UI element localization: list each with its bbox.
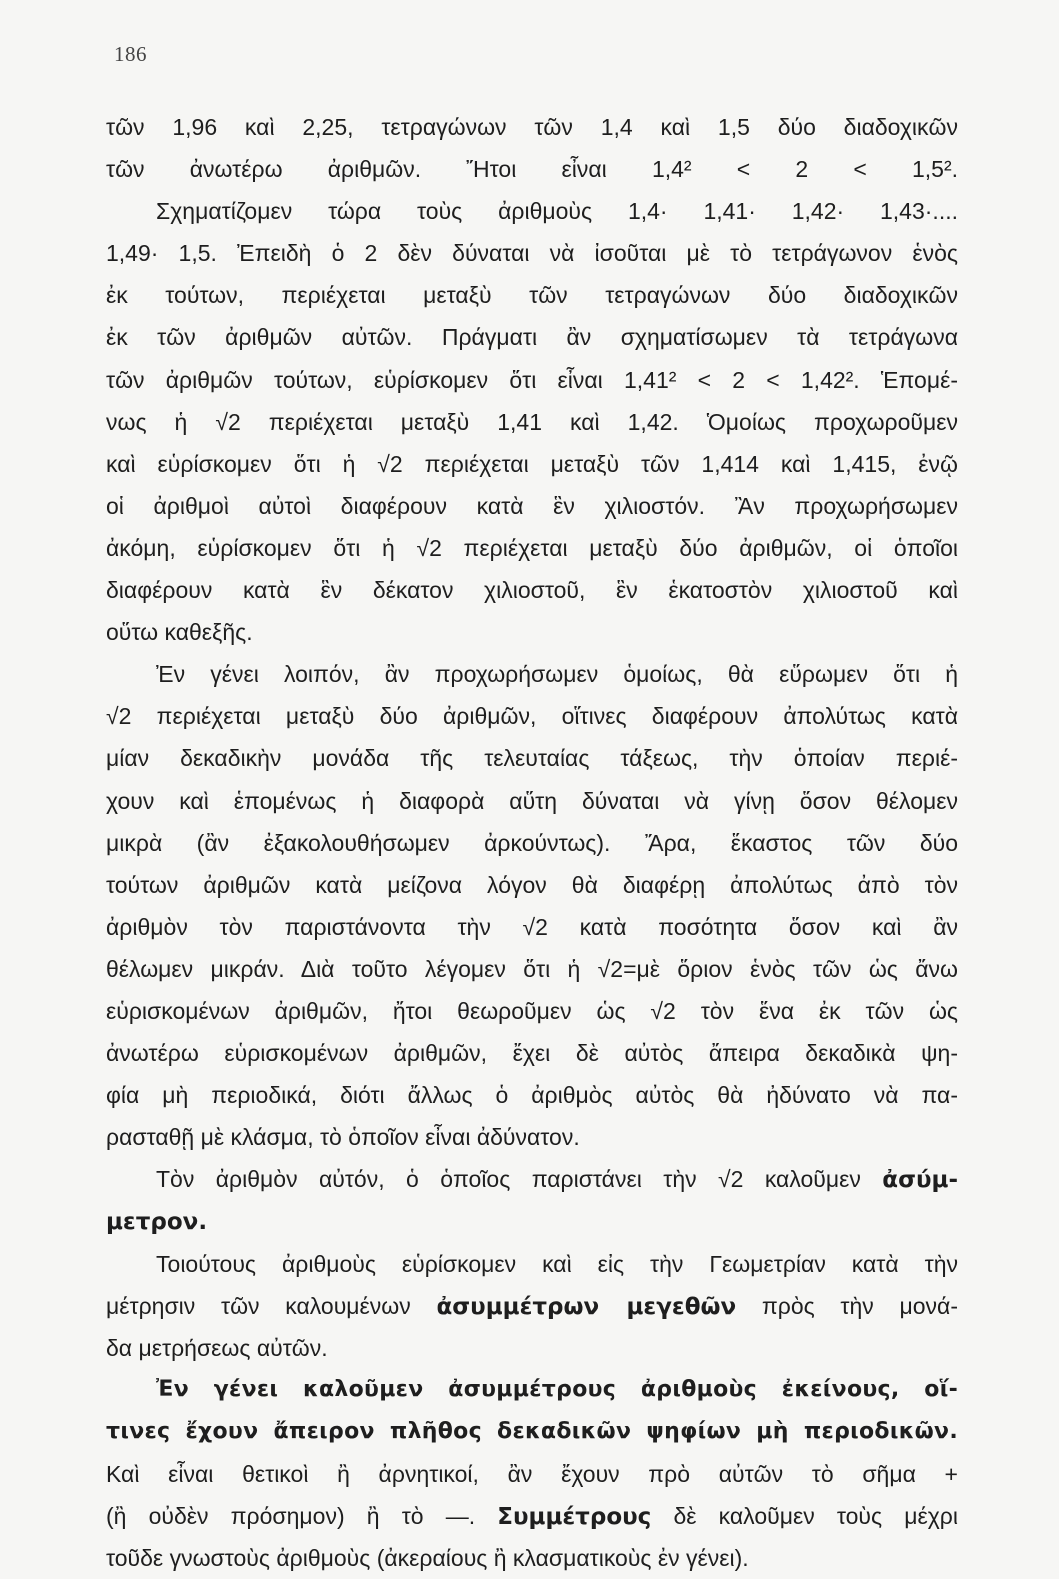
text-line bbox=[106, 653, 958, 695]
bold-term: ἀσύμ- bbox=[882, 1167, 958, 1194]
line-text: Τοιούτους ἀριθμοὺς εὑρίσκομεν καὶ εἰς τὴν Γεωμετρίαν κατὰ τὴν bbox=[156, 1250, 958, 1277]
text-line bbox=[106, 359, 958, 401]
text-line bbox=[106, 1495, 958, 1537]
line-text: √2 περιέχεται μεταξὺ δύο ἀριθμῶν, οἵτινες διαφέρουν ἀπολύτως κατὰ bbox=[106, 703, 958, 730]
bold-term: μετρον. bbox=[106, 1209, 208, 1236]
line-text: τῶν ἀνωτέρω ἀριθμῶν. Ἤτοι εἶναι 1,4² < 2 < 1,5². bbox=[106, 156, 958, 183]
line-text: νως ἡ √2 περιέχεται μεταξὺ 1,41 καὶ 1,42. Ὁμοίως προχωροῦμεν bbox=[106, 408, 958, 435]
text-line bbox=[106, 1074, 958, 1116]
line-text: οἱ ἀριθμοὶ αὐτοὶ διαφέρουν κατὰ ἓν χιλιοστόν. Ἂν προχωρήσωμεν bbox=[106, 492, 958, 519]
text-line bbox=[106, 190, 958, 232]
text-line bbox=[106, 106, 958, 148]
line-text: ἐκ τῶν ἀριθμῶν αὐτῶν. Πράγματι ἂν σχηματίσωμεν τὰ τετράγωνα bbox=[106, 324, 958, 351]
line-text: εὑρισκομένων ἀριθμῶν, ἤτοι θεωροῦμεν ὡς √2 τὸν ἕνα ἐκ τῶν ὡς bbox=[106, 997, 958, 1024]
line-text: ρασταθῇ μὲ κλάσμα, τὸ ὁποῖον εἶναι ἀδύνατον. bbox=[106, 1124, 580, 1151]
text-line bbox=[106, 1285, 958, 1327]
line-text: διαφέρουν κατὰ ἓν δέκατον χιλιοστοῦ, ἓν ἑκατοστὸν χιλιοστοῦ καὶ bbox=[106, 577, 958, 604]
line-text: τινες ἔχουν ἄπειρον πλῆθος δεκαδικῶν ψηφίων μὴ περιοδικῶν. bbox=[106, 1418, 958, 1444]
line-text: μέτρησιν τῶν καλουμένων bbox=[106, 1292, 411, 1319]
line-text: καὶ εὑρίσκομεν ὅτι ἡ √2 περιέχεται μεταξὺ τῶν 1,414 καὶ 1,415, ἐνῷ bbox=[106, 450, 958, 477]
line-text: Καὶ εἶναι θετικοὶ ἢ ἀρνητικοί, ἂν ἔχουν πρὸ αὐτῶν τὸ σῆμα + bbox=[106, 1461, 958, 1487]
line-text: μίαν δεκαδικὴν μονάδα τῆς τελευταίας τάξεως, τὴν ὁποίαν περιέ- bbox=[106, 745, 958, 772]
line-text: Ἐν γένει καλοῦμεν ἀσυμμέτρους ἀριθμοὺς ἐκείνους, οἵ- bbox=[156, 1376, 958, 1402]
text-line bbox=[106, 316, 958, 358]
line-text: χουν καὶ ἑπομένως ἡ διαφορὰ αὕτη δύναται νὰ γίνῃ ὅσον θέλομεν bbox=[106, 787, 958, 814]
bold-term: Συμμέτρους bbox=[497, 1504, 652, 1531]
text-line bbox=[106, 990, 958, 1032]
line-text: (ἢ οὐδὲν πρόσημον) ἢ τὸ —. bbox=[106, 1503, 476, 1530]
line-text: μικρὰ (ἂν ἐξακολουθήσωμεν ἀρκούντως). Ἄρα, ἕκαστος τῶν δύο bbox=[106, 829, 958, 856]
bold-term: ἀσυμμέτρων μεγεθῶν bbox=[436, 1293, 737, 1320]
text-line bbox=[106, 274, 958, 316]
text-line bbox=[106, 401, 958, 443]
line-text: δὲ καλοῦμεν τοὺς μέχρι bbox=[673, 1503, 958, 1530]
page-number: 186 bbox=[114, 42, 147, 66]
line-text: τῶν 1,96 καὶ 2,25, τετραγώνων τῶν 1,4 καὶ 1,5 δύο διαδοχικῶν bbox=[106, 114, 958, 140]
line-text: ἀριθμὸν τὸν παριστάνοντα τὴν √2 κατὰ ποσότητα ὅσον καὶ ἂν bbox=[106, 913, 958, 940]
line-text: 1,49· 1,5. Ἐπειδὴ ὁ 2 δὲν δύναται νὰ ἰσοῦται μὲ τὸ τετράγωνον ἑνὸς bbox=[106, 240, 958, 267]
text-line bbox=[106, 1116, 958, 1158]
line-text: οὕτω καθεξῆς. bbox=[106, 619, 253, 646]
text-line bbox=[106, 1327, 958, 1369]
line-text: τοῦδε γνωστοὺς ἀριθμοὺς (ἀκεραίους ἢ κλασματικοὺς ἐν γένει). bbox=[106, 1545, 749, 1572]
line-text: τῶν ἀριθμῶν τούτων, εὑρίσκομεν ὅτι εἶναι 1,41² < 2 < 1,42². Ἑπομέ- bbox=[106, 366, 958, 393]
text-line bbox=[106, 1537, 958, 1579]
text-line bbox=[106, 1200, 958, 1242]
text-line bbox=[106, 948, 958, 990]
text-line bbox=[106, 611, 958, 653]
line-text: Σχηματίζομεν τώρα τοὺς ἀριθμοὺς 1,4· 1,41· 1,42· 1,43·.... bbox=[156, 198, 958, 225]
line-text: ἀκόμη, εὑρίσκομεν ὅτι ἡ √2 περιέχεται μεταξὺ δύο ἀριθμῶν, οἱ ὁποῖοι bbox=[106, 534, 958, 561]
line-text: Ἐν γένει λοιπόν, ἂν προχωρήσωμεν ὁμοίως, θὰ εὕρωμεν ὅτι ἡ bbox=[156, 661, 958, 688]
text-line bbox=[106, 906, 958, 948]
text-line bbox=[106, 1032, 958, 1074]
text-line bbox=[106, 232, 958, 274]
text-line bbox=[106, 443, 958, 485]
text-line bbox=[106, 822, 958, 864]
text-line bbox=[106, 1453, 958, 1495]
line-text: ἀνωτέρω εὑρισκομένων ἀριθμῶν, ἔχει δὲ αὐτὸς ἄπειρα δεκαδικὰ ψη- bbox=[106, 1040, 958, 1067]
text-line bbox=[106, 569, 958, 611]
line-text: θέλωμεν μικράν. Διὰ τοῦτο λέγομεν ὅτι ἡ √2=μὲ ὅριον ἑνὸς τῶν ὡς ἄνω bbox=[106, 955, 958, 982]
text-line bbox=[106, 864, 958, 906]
line-text: ἐκ τούτων, περιέχεται μεταξὺ τῶν τετραγώνων δύο διαδοχικῶν bbox=[106, 282, 958, 309]
text-line bbox=[106, 780, 958, 822]
line-text: πρὸς τὴν μονά- bbox=[761, 1292, 958, 1319]
text-line bbox=[106, 527, 958, 569]
text-line bbox=[106, 148, 958, 190]
text-line bbox=[106, 737, 958, 779]
text-line bbox=[106, 1243, 958, 1285]
line-text: Τὸν ἀριθμὸν αὐτόν, ὁ ὁποῖος παριστάνει τὴν √2 καλοῦμεν bbox=[156, 1166, 861, 1193]
text-line bbox=[106, 485, 958, 527]
line-text: δα μετρήσεως αὐτῶν. bbox=[106, 1334, 328, 1361]
text-line bbox=[106, 1369, 958, 1411]
text-line bbox=[106, 695, 958, 737]
body-text bbox=[106, 106, 958, 1579]
line-text: τούτων ἀριθμῶν κατὰ μείζονα λόγον θὰ διαφέρῃ ἀπολύτως ἀπὸ τὸν bbox=[106, 871, 958, 898]
text-line bbox=[106, 1411, 958, 1453]
text-line bbox=[106, 1158, 958, 1200]
line-text: φία μὴ περιοδικά, διότι ἄλλως ὁ ἀριθμὸς αὐτὸς θὰ ἠδύνατο νὰ πα- bbox=[106, 1082, 958, 1109]
